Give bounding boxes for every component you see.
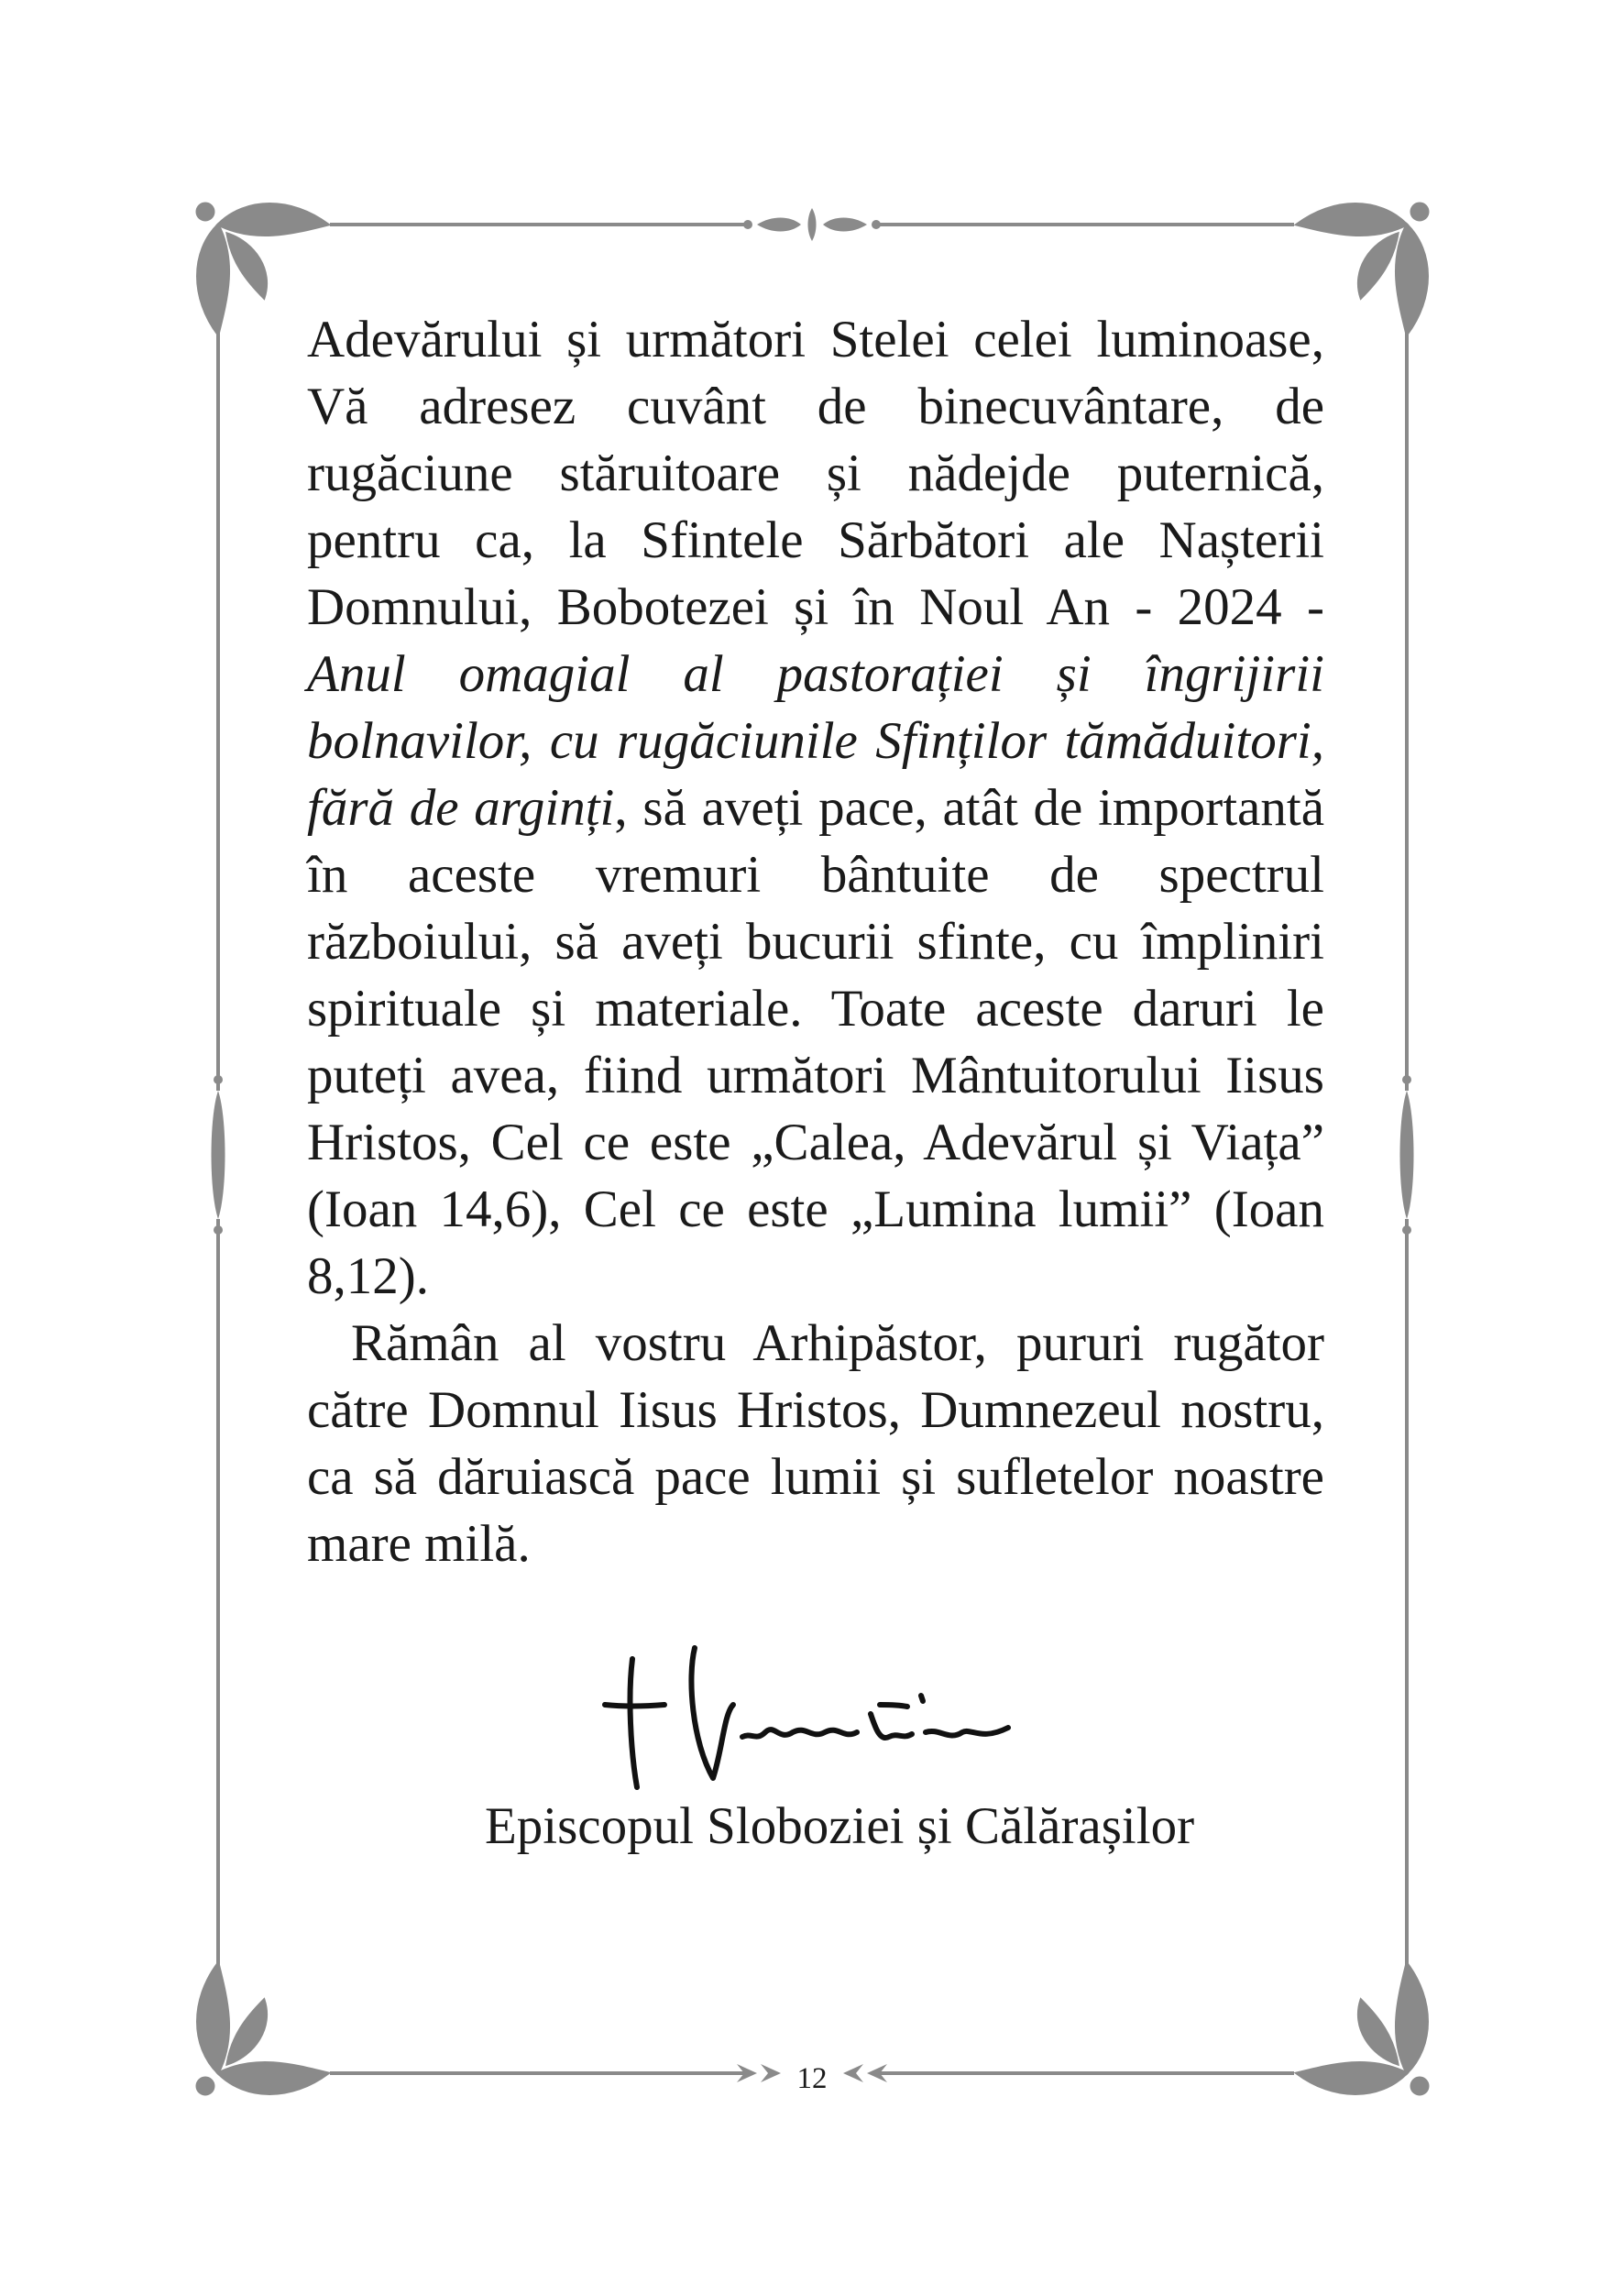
paragraph-1-part-1: Adevărului și următori Stelei celei luminoase, Vă adresez cuvânt de binecuvântare, de rugăciune stăruitoare și nădejde puternică, pentru ca, la Sfintele Sărbători ale Nașterii Domnului, Bobotezei și în Noul An - 2024 (307, 311, 1324, 636)
left-side-ornament-icon (212, 1075, 225, 1235)
paragraph-1-part-2: , să aveți pace, atât de importantă în aceste vremuri bântuite de spectrul războiului, să aveți bucurii sfinte, cu împliniri spirituale și materiale. Toate aceste daruri le puteți avea, fiind următori Mântuitorului Iisus Hristos, Cel ce este „Calea, Adevărul și Viața” (Ioan 14,6), Cel ce este „Lumina lumii” (Ioan 8,12). (307, 779, 1324, 1305)
paragraph-2: Rămân al vostru Arhipăstor, pururi rugător către Domnul Iisus Hristos, Dumnezeul nostru, ca să dăruiască pace lumii și sufletelor noastre mare milă. (307, 1314, 1324, 1573)
signer-title: Episcopul Sloboziei și Călărașilor (484, 1797, 1195, 1855)
corner-bottom-left-ornament-icon (197, 1963, 328, 2094)
paragraph-1-italic: - Anul omagial al pastorației și îngrijirii bolnavilor, cu rugăciunile Sfinților tămăduitori, fără de arginți (307, 578, 1324, 837)
page-number: 12 (796, 2062, 828, 2095)
right-side-ornament-icon (1400, 1075, 1414, 1235)
handwritten-signature-icon (596, 1641, 1054, 1796)
letter-body (307, 306, 1324, 1577)
paragraph-1 (307, 306, 1324, 1310)
top-center-ornament-icon (743, 208, 881, 241)
corner-bottom-right-ornament-icon (1297, 1963, 1428, 2094)
